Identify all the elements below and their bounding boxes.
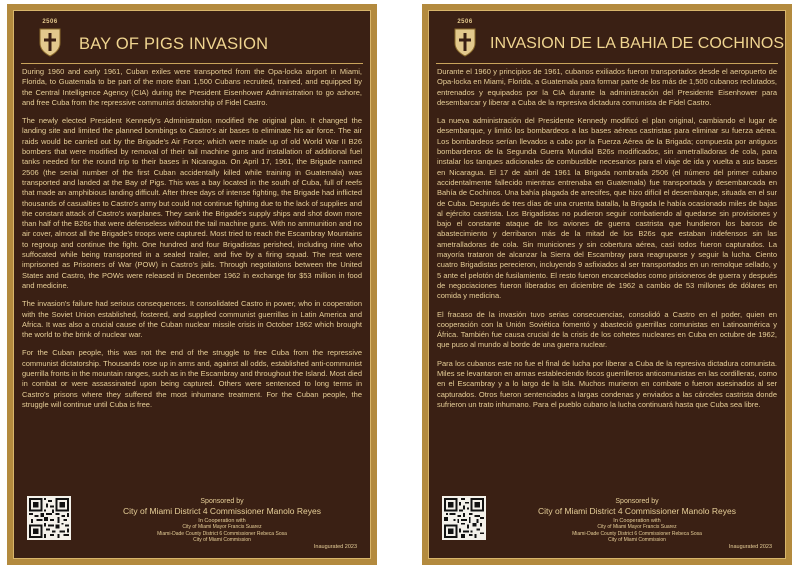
cooperation-label: In Cooperation with xyxy=(613,518,661,524)
plaque-english xyxy=(7,4,377,565)
shield-cross-icon xyxy=(453,27,477,57)
plaque-panel xyxy=(13,10,371,559)
sponsor-label: Sponsored by xyxy=(615,498,659,505)
paragraph: During 1960 and early 1961, Cuban exiles were transported from the Opa-locka airport in Miami, Florida, to Guatemala to be part of the more than 1,500 Cubans recruited, trained, and equipped by the Central Intelligence Agency (CIA) during the President Eisenhower Administration to go ashore, and free Cuba from the repressive communist dictatorship of Fidel Castro. xyxy=(22,67,362,107)
paragraph: The newly elected President Kennedy's Administration modified the original plan. It changed the landing site and limited the planned bombings to Castro's air bases to eliminate his air force. The air raids would be carried out by the Brigade's Air Force; which were made up of old World War II B26 bombers that were modified by removal of their tail machine guns and installation of additional fuel tanks needed for the round trip to their bases in Nicaragua. On April 17, 1961, the Brigade named 2506 (the serial number of the first Cuban accidentally killed while training in Guatemala) was transported and landed at the Bay of Pigs. This was a bay located in the south of Cuba, full of reefs that made an amphibious landing difficult. After three days of intense fighting, the Brigade had inflicted thousands of casualties to Castro's army but could not continue fighting due to the lack of supplies and the constant attack of Castro's warplanes. They sank the Brigade's supply ships and shot down more than half of the B26s that were defenseless without the tail machine guns. With no ammunition and no air cover, almost all the Brigade's troops were captured. Most tried to reach the Escambray Mountains to regroup and continue the fight. One hundred and four Brigadistas perished, including nine who suffocated while being transported in a sealed trailer, and five by a firing squad. The rest were imprisoned as Prisoners of War (POW) in Castro's jails. Through negotiations between the United States and Castro, the POWs were released in December 1962 in exchange for $53 million in food and medicine. xyxy=(22,116,362,290)
sponsor-name: City of Miami District 4 Commissioner Manolo Reyes xyxy=(538,506,736,516)
cooperation-county: Miami-Dade County District 6 Commissioner Rebeca Sosa xyxy=(572,530,702,537)
brigade-emblem xyxy=(446,19,484,59)
brigade-emblem xyxy=(31,19,69,59)
shield-cross-icon xyxy=(38,27,62,57)
cooperation-county: Miami-Dade County District 6 Commissioner Rebeca Sosa xyxy=(157,530,287,537)
cooperation-commission: City of Miami Commission xyxy=(193,537,251,543)
emblem-code: 2506 xyxy=(457,19,473,25)
qr-code-icon[interactable] xyxy=(27,496,71,540)
emblem-code: 2506 xyxy=(42,19,58,25)
paragraph: For the Cuban people, this was not the end of the struggle to free Cuba from the repressive communist dictatorship. Thousands rose up in arms and, against all odds, established anti-communist guerrilla fronts in the mountain ranges, such as in the Escambray and throughout the Island. Most died in combat or were assassinated upon being captured. Others were sentenced to long terms in Castro's prisons where they suffered the most inhumane treatment. For the Cuban people, the struggle will continue until Cuba is free. xyxy=(22,348,362,409)
plaque-footer xyxy=(436,496,778,552)
sponsor-block xyxy=(81,498,363,544)
page-title: INVASION DE LA BAHIA DE COCHINOS xyxy=(490,35,784,52)
plaque-body xyxy=(22,67,362,418)
inaugurated-label: Inaugurated 2023 xyxy=(728,544,772,550)
paragraph: El fracaso de la invasión tuvo serias consecuencias, consolidó a Castro en el poder, quien en cooperación con la Unión Soviética fomentó y abasteció guerrillas comunistas en Latinoamérica y África. También fue causa crucial de la crisis de los cohetes nucleares en Cuba en octubre de 1962, que puso al mundo al borde de una guerra nuclear. xyxy=(437,309,777,350)
plaque-header xyxy=(21,19,363,64)
paragraph: Durante el 1960 y principios de 1961, cubanos exiliados fueron transportados desde el aeropuerto de Opa-locka en Miami, Florida, a Guatemala para formar parte de los más de 1,500 cubanos reclutados, entrenados y equipados por la CIA durante la administración del Presidente Eisenhower para desembarcar y liberar a Cuba de la represiva dictadura comunista de Fidel Castro. xyxy=(437,67,777,107)
cooperation-commission: City of Miami Commission xyxy=(608,537,666,543)
qr-code-icon[interactable] xyxy=(442,496,486,540)
plaque-spanish xyxy=(422,4,792,565)
cooperation-label: In Cooperation with xyxy=(198,518,246,524)
plaque-panel xyxy=(428,10,786,559)
sponsor-block xyxy=(496,498,778,544)
paragraph: The invasion's failure had serious consequences. It consolidated Castro in power, who in cooperation with the Soviet Union established, fostered, and supplied communist guerrillas in Latin America and Africa. It was also a crucial cause of the Cuban nuclear missile crisis in October 1962 which brought the world to the brink of nuclear war. xyxy=(22,299,362,340)
sponsor-name: City of Miami District 4 Commissioner Manolo Reyes xyxy=(123,506,321,516)
plaque-footer xyxy=(21,496,363,552)
cooperation-mayor: City of Miami Mayor Francis Suarez xyxy=(597,524,677,530)
paragraph: Para los cubanos este no fue el final de lucha por liberar a Cuba de la represiva dictadura comunista. Miles se levantaron en armas estableciendo focos guerrilleros anticomunistas en las cordilleras, como en el Escambray y a lo largo de la Isla. Muchos murieron en combate o fueron asesinados al ser capturados. Otros fueron sentenciados a largas condenas y enviados a las cárceles castrista donde sufrieron un trato inhumano. Para el pueblo cubano la lucha continuará hasta que Cuba sea libre. xyxy=(437,358,777,409)
paragraph: La nueva administración del Presidente Kennedy modificó el plan original, cambiando el lugar de desembarque, y limitó los bombardeos a las bases aéreas castristas para eliminar su fuerza aérea. Los bombardeos serían llevados a cabo por la Fuerza Aérea de la Brigada; compuesta por antiguos bombarderos de la Segunda Guerra Mundial B26s modificados, sin ametralladoras de cola, para instalar los tanques adicionales de combustible necesarios para el viaje de ida y vuelta a sus bases en Nicaragua. El 17 de abril de 1961 la Brigada nombrada 2506 (el número del primer cubano accidentalmente fallecido mientras entrenaba en Guatemala) fue transportada y desembarcada en Bahía de Cochinos. Una bahía plagada de arrecifes, que hizo difícil el desembarque, situada en el sur de Cuba. Después de tres días de una cruenta batalla, la Brigada le había ocasionado miles de bajas al ejército castrista. Los Brigadistas no pudieron seguir combatiendo al quedarse sin provisiones y bajo el constante ataque de los aviones de guerra castrista que hundieron los barcos de abastecimiento y derribaron más de la mitad de los B26s que estaban indefensos sin las ametralladoras de cola. Sin municiones y sin cobertura aérea, casi todos fueron capturados. La mayoría trataron de alcanzar la Sierra del Escambray para reagruparse y seguir la lucha. Ciento cuatro Brigadistas perecieron, incluyendo 9 asfixiados al ser transportados en un remolque sellado, y 5 ante el pelotón de fusilamiento. El resto fueron encarcelados como prisioneros de guerra y después de negociaciones fueron liberados en diciembre de 1962 a cambio de 53 millones de dólares en comida y medicina. xyxy=(437,116,777,301)
sponsor-label: Sponsored by xyxy=(200,498,244,505)
plaque-body xyxy=(437,67,777,418)
page-title: BAY OF PIGS INVASION xyxy=(79,35,269,53)
plaque-header xyxy=(436,19,784,64)
cooperation-mayor: City of Miami Mayor Francis Suarez xyxy=(182,524,262,530)
inaugurated-label: Inaugurated 2023 xyxy=(313,544,357,550)
